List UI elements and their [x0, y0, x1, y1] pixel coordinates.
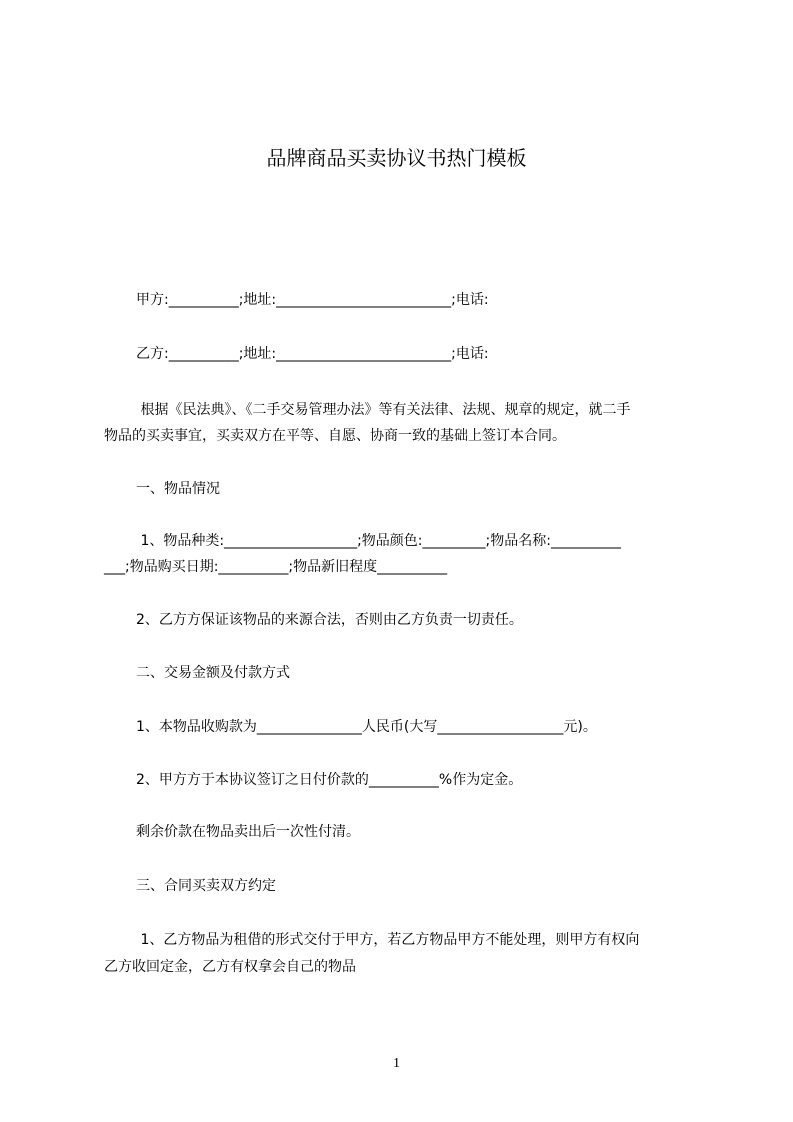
agreement-1-line-1: 1、乙方物品为租借的形式交付于甲方，若乙方物品甲方不能处理，则甲方有权向: [136, 932, 640, 948]
payment-remainder-line: 剩余价款在物品卖出后一次性付清。: [136, 824, 360, 840]
document-title: 品牌商品买卖协议书热门模板: [266, 146, 527, 170]
preamble-line-1: 根据《民法典》、《二手交易管理办法》等有关法律、法规、规章的规定，就二手: [136, 402, 631, 418]
agreement-1-line-2: 乙方收回定金，乙方有权拿会自己的物品: [104, 959, 356, 975]
payment-2-line: 2、甲方方于本协议签订之日付价款的__________%作为定金。: [136, 772, 523, 788]
section-3-heading: 三、合同买卖双方约定: [136, 878, 276, 894]
item-2-line: 2、乙方方保证该物品的来源合法，否则由乙方负责一切责任。: [136, 612, 523, 628]
item-1-line-2: ___;物品购买日期:__________;物品新旧程度__________: [104, 559, 448, 575]
section-1-heading: 一、物品情况: [136, 481, 220, 497]
preamble-line-2: 物品的买卖事宜，买卖双方在平等、自愿、协商一致的基础上签订本合同。: [104, 428, 566, 444]
party-a-line: 甲方:__________;地址:_________________________;电话:: [136, 292, 489, 308]
section-2-heading: 二、交易金额及付款方式: [136, 665, 290, 681]
party-b-line: 乙方:__________;地址:_________________________;电话:: [136, 346, 489, 362]
page-number: 1: [393, 1056, 400, 1071]
item-1-line-1: 1、物品种类:___________________;物品颜色:_________;物品名称:__________: [136, 533, 621, 549]
payment-1-line: 1、本物品收购款为_______________人民币(大写__________________元)。: [136, 719, 597, 735]
